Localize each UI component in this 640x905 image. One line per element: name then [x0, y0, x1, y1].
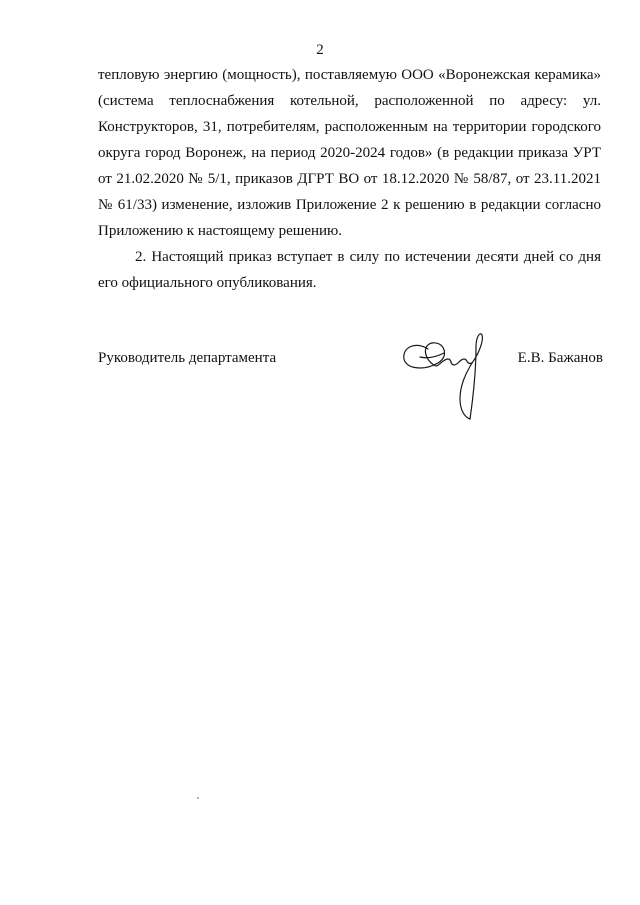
signature-block — [98, 349, 603, 439]
paragraph-line: округа город Воронеж, на период 2020-2024 годов» (в редакции приказа УРТ — [98, 145, 601, 161]
paragraph-line: от 21.02.2020 № 5/1, приказов ДГРТ ВО от 18.12.2020 № 58/87, от 23.11.2021 — [98, 171, 601, 187]
paragraph-line: (система теплоснабжения котельной, расположенной по адресу: ул. — [98, 93, 601, 109]
paragraph-1 — [98, 62, 601, 244]
paragraph-line: № 61/33) изменение, изложив Приложение 2 к решению в редакции согласно — [98, 197, 601, 213]
paragraph-line: его официального опубликования. — [98, 275, 317, 291]
scan-speck — [197, 797, 199, 799]
signer-name: Е.В. Бажанов — [517, 350, 603, 366]
paragraph-line: 2. Настоящий приказ вступает в силу по истечении десяти дней со дня — [135, 249, 601, 265]
handwritten-signature — [398, 329, 508, 424]
page-number: 2 — [316, 42, 324, 58]
paragraph-line: Конструкторов, 31, потребителям, расположенным на территории городского — [98, 119, 601, 135]
paragraph-line: тепловую энергию (мощность), поставляемую ООО «Воронежская керамика» — [98, 67, 601, 83]
paragraph-line: Приложению к настоящему решению. — [98, 223, 342, 239]
paragraph-2 — [98, 244, 601, 296]
position-title: Руководитель департамента — [98, 350, 277, 366]
